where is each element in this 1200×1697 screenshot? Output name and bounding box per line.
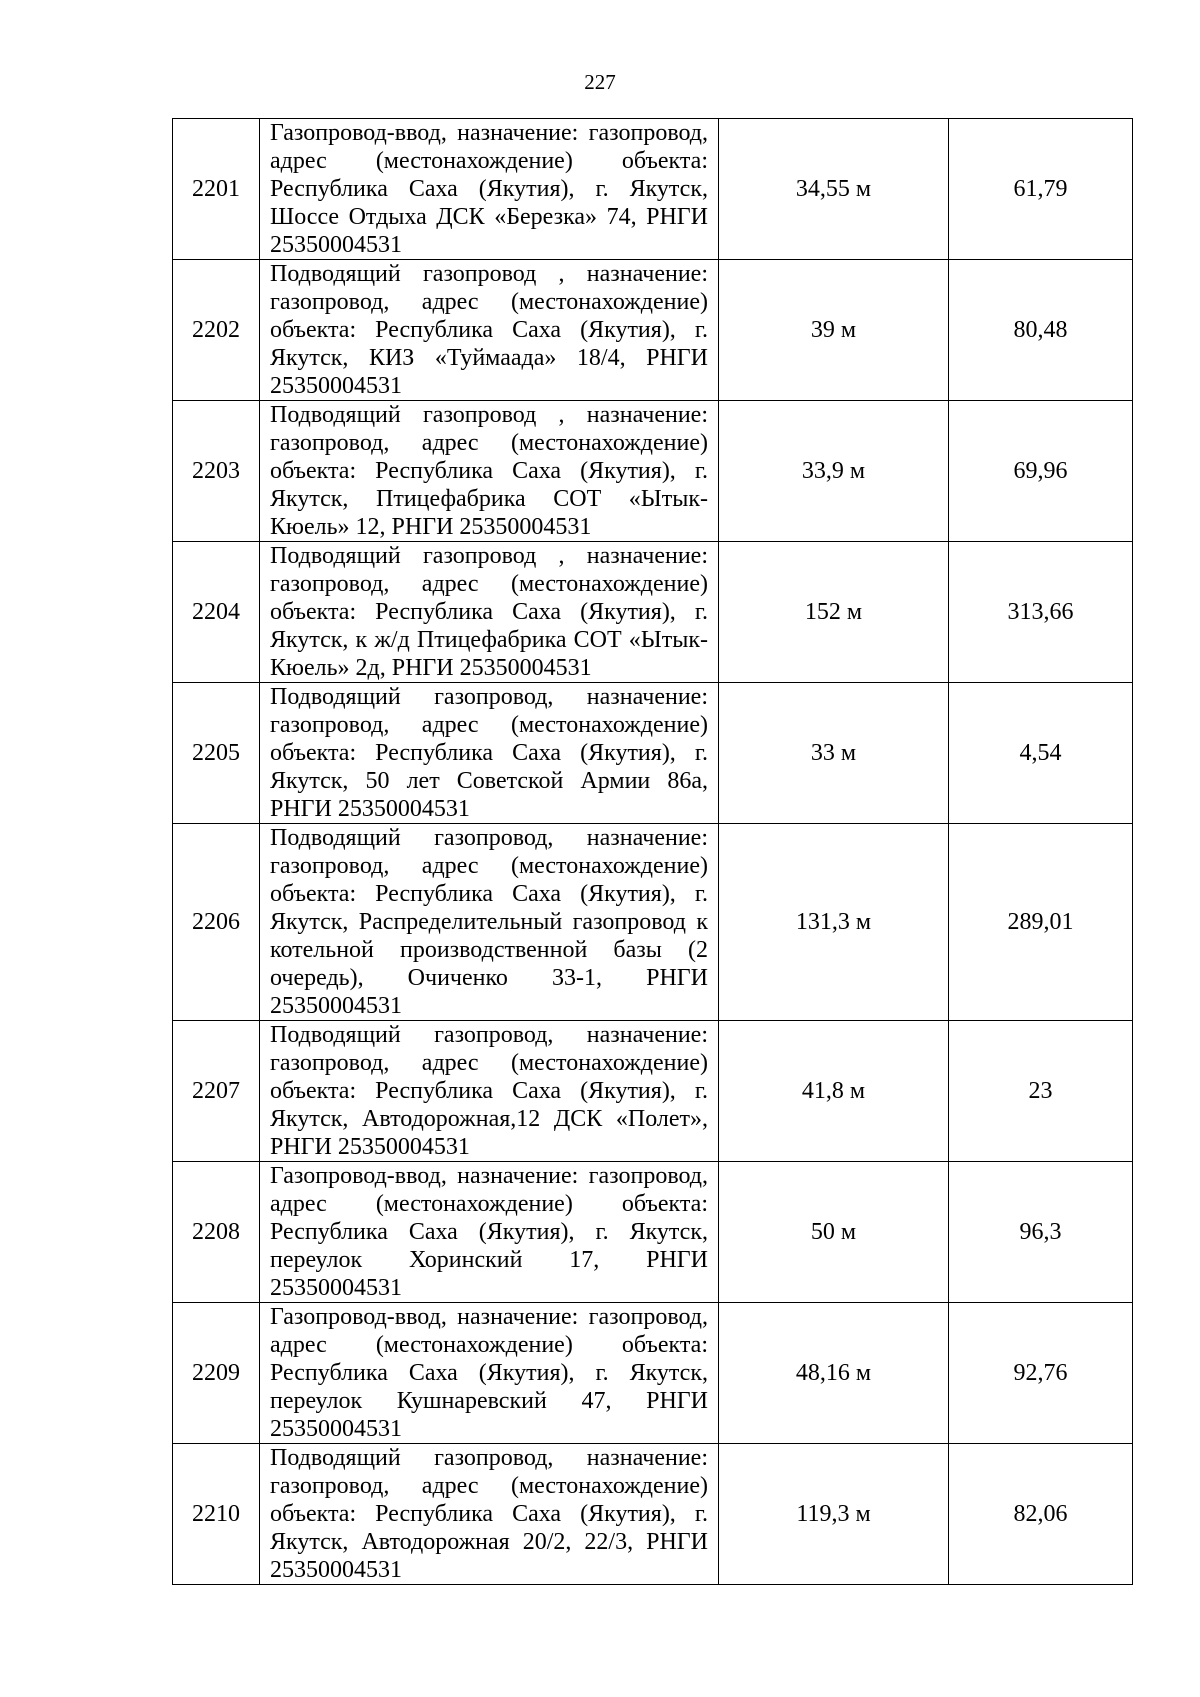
page-number: 227 [584,70,616,94]
object-description: Подводящий газопровод, назначение: газопровод, адрес (местонахождение) объекта: Республика Саха (Якутия), г. Якутск, Распределительный газопровод к котельной производственной базы (2 очередь), Очиченко 33-1, РНГИ 25350004531 [260,824,719,1021]
table-row [173,401,1133,542]
table-row [173,683,1133,824]
object-description: Газопровод-ввод, назначение: газопровод, адрес (местонахождение) объекта: Республика Саха (Якутия), г. Якутск, переулок Хоринский 17, РНГИ 25350004531 [260,1162,719,1303]
row-number: 2207 [173,1021,260,1162]
row-number: 2208 [173,1162,260,1303]
object-value: 4,54 [949,683,1133,824]
object-description: Подводящий газопровод, назначение: газопровод, адрес (местонахождение) объекта: Республика Саха (Якутия), г. Якутск, 50 лет Советской Армии 86а, РНГИ 25350004531 [260,683,719,824]
table-row [173,119,1133,260]
object-description: Подводящий газопровод, назначение: газопровод, адрес (местонахождение) объекта: Республика Саха (Якутия), г. Якутск, Автодорожная 20/2, 22/3, РНГИ 25350004531 [260,1444,719,1585]
row-number: 2202 [173,260,260,401]
object-value: 96,3 [949,1162,1133,1303]
object-length: 33,9 м [719,401,949,542]
object-description: Подводящий газопровод , назначение: газопровод, адрес (местонахождение) объекта: Республика Саха (Якутия), г. Якутск, КИЗ «Туймаада» 18/4, РНГИ 25350004531 [260,260,719,401]
row-number: 2201 [173,119,260,260]
table-row [173,824,1133,1021]
table-row [173,542,1133,683]
row-number: 2206 [173,824,260,1021]
row-number: 2204 [173,542,260,683]
object-value: 69,96 [949,401,1133,542]
object-length: 131,3 м [719,824,949,1021]
object-length: 34,55 м [719,119,949,260]
row-number: 2205 [173,683,260,824]
object-value: 82,06 [949,1444,1133,1585]
object-length: 119,3 м [719,1444,949,1585]
table-row [173,260,1133,401]
object-value: 313,66 [949,542,1133,683]
object-value: 289,01 [949,824,1133,1021]
object-value: 80,48 [949,260,1133,401]
object-length: 48,16 м [719,1303,949,1444]
registry-table [172,118,1133,1585]
row-number: 2210 [173,1444,260,1585]
object-value: 92,76 [949,1303,1133,1444]
object-description: Газопровод-ввод, назначение: газопровод, адрес (местонахождение) объекта: Республика Саха (Якутия), г. Якутск, Шоссе Отдыха ДСК «Березка» 74, РНГИ 25350004531 [260,119,719,260]
table-row [173,1444,1133,1585]
table-row [173,1021,1133,1162]
object-length: 39 м [719,260,949,401]
object-length: 152 м [719,542,949,683]
object-length: 41,8 м [719,1021,949,1162]
object-description: Подводящий газопровод, назначение: газопровод, адрес (местонахождение) объекта: Республика Саха (Якутия), г. Якутск, Автодорожная,12 ДСК «Полет», РНГИ 25350004531 [260,1021,719,1162]
row-number: 2209 [173,1303,260,1444]
object-length: 50 м [719,1162,949,1303]
object-value: 23 [949,1021,1133,1162]
table-row [173,1303,1133,1444]
object-value: 61,79 [949,119,1133,260]
row-number: 2203 [173,401,260,542]
object-length: 33 м [719,683,949,824]
object-description: Подводящий газопровод , назначение: газопровод, адрес (местонахождение) объекта: Республика Саха (Якутия), г. Якутск, Птицефабрика СОТ «Ытык-Кюель» 12, РНГИ 25350004531 [260,401,719,542]
object-description: Газопровод-ввод, назначение: газопровод, адрес (местонахождение) объекта: Республика Саха (Якутия), г. Якутск, переулок Кушнаревский 47, РНГИ 25350004531 [260,1303,719,1444]
object-description: Подводящий газопровод , назначение: газопровод, адрес (местонахождение) объекта: Республика Саха (Якутия), г. Якутск, к ж/д Птицефабрика СОТ «Ытык-Кюель» 2д, РНГИ 25350004531 [260,542,719,683]
table-row [173,1162,1133,1303]
